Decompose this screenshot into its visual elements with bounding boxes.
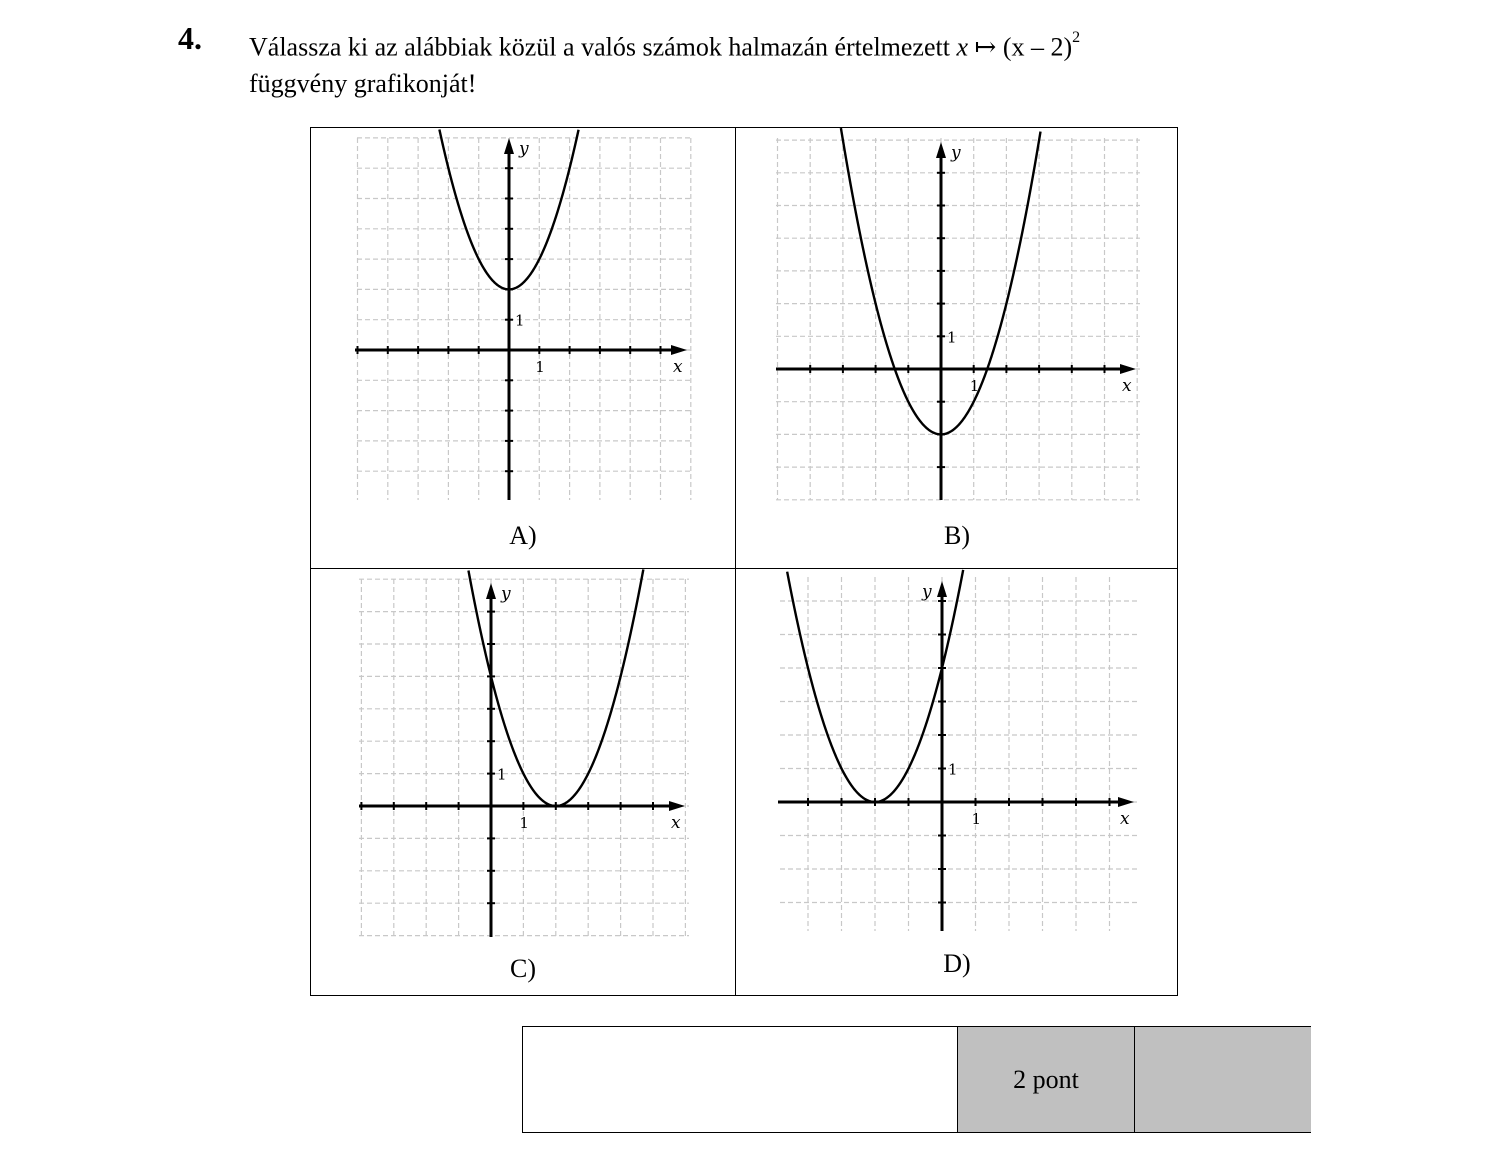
y-axis-arrow	[936, 142, 946, 158]
option-c-label: C)	[510, 954, 536, 983]
option-c-cell[interactable]	[311, 569, 735, 996]
x-axis-arrow	[1120, 364, 1136, 374]
x-axis-arrow	[669, 801, 685, 811]
option-b-graph	[736, 128, 1178, 568]
question-text	[249, 24, 1249, 102]
option-b-label: B)	[944, 521, 970, 550]
y-axis-label: y	[519, 139, 529, 159]
question-text-line1: Válassza ki az alábbiak közül a valós számok halmazán értelmezett	[249, 32, 957, 62]
option-d-label: D)	[943, 949, 971, 978]
option-a-graph	[311, 128, 735, 568]
function-exponent: 2	[1072, 29, 1081, 46]
option-c-graph	[311, 569, 735, 996]
function-variable: x	[956, 32, 969, 62]
x-axis-label: x	[1120, 809, 1130, 829]
x-tick-label-1: 1	[535, 358, 545, 376]
y-axis-label: y	[501, 584, 511, 604]
option-d-cell[interactable]	[736, 569, 1178, 996]
y-axis-arrow	[504, 138, 514, 154]
question-number: 4.	[178, 20, 202, 56]
x-axis-label: x	[673, 357, 683, 377]
y-tick-label-1: 1	[497, 765, 507, 784]
x-tick-label-1: 1	[519, 814, 529, 832]
points-label: 2 pont	[1013, 1064, 1079, 1094]
x-axis-arrow	[671, 345, 687, 355]
question-text-line2: függvény grafikonját!	[249, 68, 477, 98]
points-cell	[957, 1027, 1134, 1132]
answer-field[interactable]	[523, 1027, 957, 1132]
y-axis-label: y	[922, 582, 932, 602]
grid	[776, 138, 1140, 500]
y-axis-arrow	[486, 583, 496, 599]
maps-to-symbol: ↦	[974, 32, 997, 62]
y-tick-label-1: 1	[948, 760, 958, 779]
x-axis-label: x	[671, 813, 681, 833]
y-tick-label-1: 1	[515, 311, 525, 330]
answer-options-table	[310, 127, 1178, 996]
x-axis-label: x	[1122, 376, 1132, 396]
x-tick-label-1: 1	[971, 810, 982, 828]
x-tick-label-1: 1	[969, 377, 980, 395]
y-tick-label-1: 1	[947, 328, 957, 347]
y-axis-arrow	[937, 581, 947, 597]
option-a-cell[interactable]	[311, 128, 735, 568]
option-a-label: A)	[509, 521, 537, 550]
option-b-cell[interactable]	[736, 128, 1178, 568]
grid	[359, 579, 689, 939]
option-d-graph	[736, 569, 1178, 996]
function-expression: (x – 2)	[1002, 32, 1073, 62]
y-axis-label: y	[951, 143, 961, 163]
score-box	[522, 1026, 1311, 1133]
earned-points-cell	[1134, 1027, 1311, 1132]
x-axis-arrow	[1118, 797, 1134, 807]
